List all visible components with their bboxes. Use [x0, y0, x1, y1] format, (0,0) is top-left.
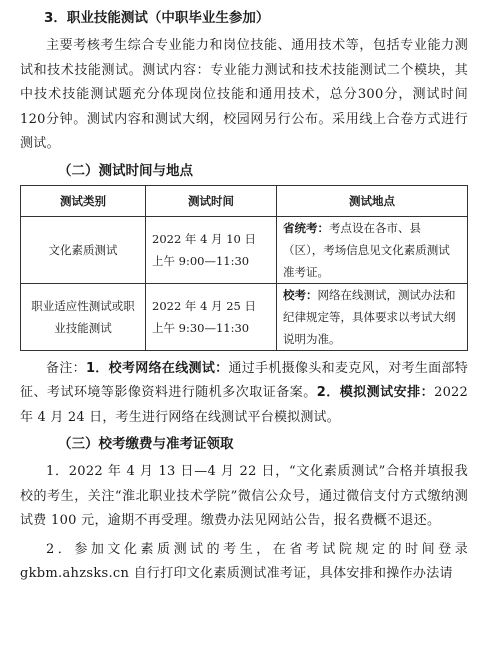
table-cell-place — [277, 283, 468, 350]
note-item2-text: 2022 年 4 月 24 日，考生进行网络在线测试平台模拟测试。 — [20, 385, 468, 425]
note-prefix: 备注： — [46, 360, 86, 376]
time-date: 2022 年 4 月 10 日 — [152, 231, 256, 246]
table-note — [20, 357, 468, 431]
section-heading: 3．职业技能测试（中职毕业生参加） — [44, 10, 270, 26]
place-label: 校考： — [283, 287, 318, 302]
fees-paragraph-2: 2．参加文化素质测试的考生，在省考试院规定的时间登录 gkbm.ahzsks.cn 自行打印文化素质测试准考证，具体安排和操作办法请 — [20, 541, 468, 581]
note-item2-label: 2．模拟测试安排： — [316, 385, 435, 400]
table-header-row — [21, 185, 468, 216]
table-cell-time — [146, 283, 277, 350]
table-cell-category: 职业适应性测试或职业技能测试 — [21, 283, 146, 350]
subsection-heading-schedule: （二）测试时间与地点 — [58, 162, 193, 179]
time-range: 上午 9:00—11:30 — [152, 253, 250, 268]
table-cell-place — [277, 216, 468, 283]
table-row — [21, 283, 468, 350]
table-header-cell: 测试地点 — [277, 185, 468, 216]
section-body: 主要考核考生综合专业能力和岗位技能、通用技术等，包括专业能力测试和技术技能测试。测试内容：专业能力测试和技术技能测试二个模块，其中技术技能测试题充分体现岗位技能和通用技术，总分300分，测试时间120分钟。测试内容和测试大纲，校园网另行公布。采用线上合卷方式进行测试。 — [20, 38, 468, 151]
document-page — [0, 6, 480, 647]
note-item1-label: 1．校考网络在线测试： — [85, 360, 229, 376]
place-text: 网络在线测试，测试办法和纪律规定等，具体要求以考试大纲说明为准。 — [283, 287, 456, 346]
table-header-cell: 测试类别 — [21, 185, 146, 216]
table-header-cell: 测试时间 — [146, 185, 277, 216]
time-date: 2022 年 4 月 25 日 — [152, 298, 256, 313]
table-cell-category: 文化素质测试 — [21, 216, 146, 283]
table-cell-time — [146, 216, 277, 283]
note-item1-text: 通过手机摄像头和麦克风，对考生面部特征、考试环境等影像资料进行随机多次取证备案。 — [20, 360, 468, 400]
schedule-table — [20, 185, 468, 351]
time-range: 上午 9:30—11:30 — [152, 320, 250, 335]
table-row — [21, 216, 468, 283]
subsection-heading-fees: （三）校考缴费与准考证领取 — [58, 436, 234, 452]
place-label: 省统考： — [283, 220, 329, 235]
place-text: 考点设在各市、县（区），考场信息见文化素质测试准考证。 — [283, 220, 450, 279]
fees-paragraph-1: 1．2022 年 4 月 13 日—4 月 22 日，“文化素质测试”合格并填报我校的考生，关注“淮北职业技术学院”微信公众号，通过微信支付方式缴纳测试费 100 元，逾期不再受理。缴费办法见网站公告，报名费概不退还。 — [20, 464, 468, 528]
